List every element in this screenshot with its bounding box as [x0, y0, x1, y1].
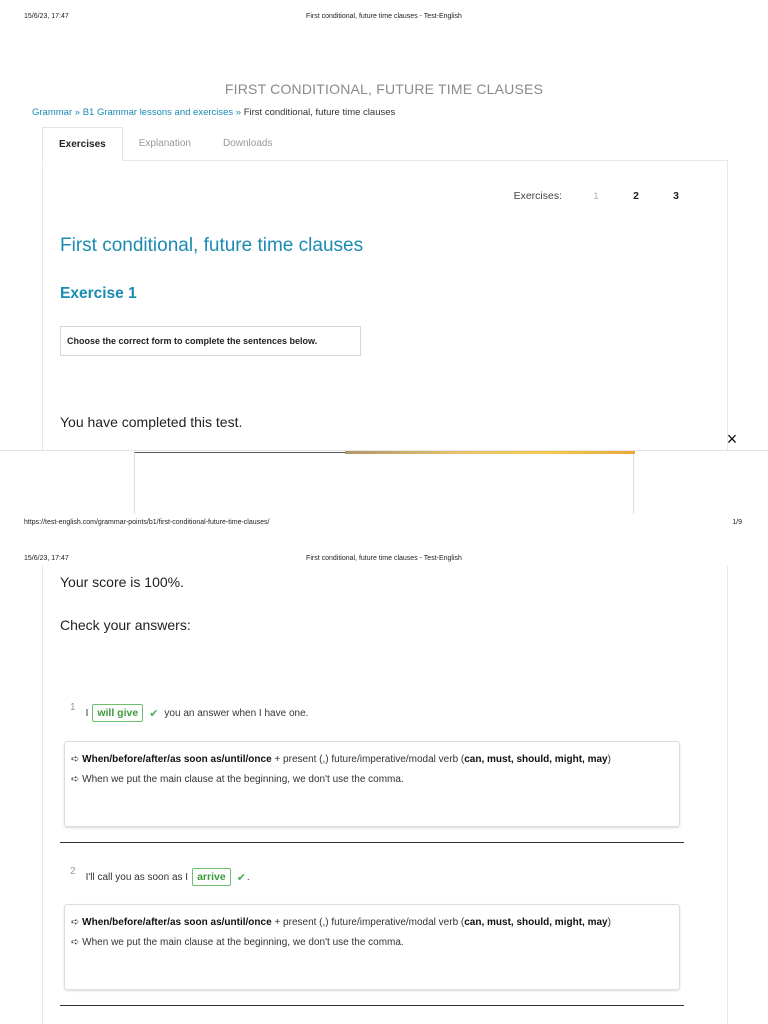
ad-banner[interactable]	[134, 452, 634, 514]
score-text: Your score is 100%.	[60, 574, 184, 590]
instruction-box: Choose the correct form to complete the sentences below.	[60, 326, 361, 356]
rule-end: )	[607, 754, 611, 765]
print-title: First conditional, future time clauses - Test-English	[306, 13, 462, 20]
explanation-rule	[71, 750, 673, 770]
question-number: 2	[70, 865, 76, 877]
page-title: FIRST CONDITIONAL, FUTURE TIME CLAUSES	[224, 81, 544, 97]
explanation-note	[71, 770, 673, 790]
explanation-rule	[71, 913, 673, 933]
modal-verbs: can, must, should, might, may	[464, 754, 608, 765]
content-panel	[42, 160, 728, 450]
tab-downloads[interactable]: Downloads	[222, 138, 273, 149]
ad-image-strip	[345, 451, 635, 454]
exercise-nav-label: Exercises:	[513, 190, 562, 202]
question-divider	[60, 842, 684, 843]
question-text-after: .	[246, 871, 250, 883]
question-text-before: I'll call you as soon as I	[85, 871, 189, 883]
arrow-icon: ➪	[71, 917, 80, 928]
completed-message: You have completed this test.	[60, 414, 243, 430]
exercise-nav	[514, 190, 696, 202]
explanation-box	[64, 904, 680, 990]
print-timestamp: 15/6/23, 17:47	[24, 555, 69, 562]
exercise-link-2[interactable]: 2	[633, 190, 639, 202]
check-mark-icon: ✔	[236, 871, 246, 884]
exercise-heading: First conditional, future time clauses	[60, 235, 364, 256]
breadcrumb-separator: »	[233, 107, 244, 118]
question-divider	[60, 1005, 684, 1006]
answer-box[interactable]: will give	[92, 704, 143, 722]
print-timestamp: 15/6/23, 17:47	[24, 13, 69, 20]
check-mark-icon: ✔	[149, 707, 159, 720]
exercise-link-3[interactable]: 3	[673, 190, 679, 202]
time-words: When/before/after/as soon as/until/once	[82, 754, 272, 765]
question-2	[70, 865, 250, 886]
breadcrumb	[32, 107, 395, 118]
rule-text: + present (,) future/imperative/modal verb (	[271, 754, 465, 765]
check-answers-heading: Check your answers:	[60, 617, 191, 633]
question-text-after: you an answer when I have one.	[164, 707, 309, 719]
print-title: First conditional, future time clauses - Test-English	[306, 555, 462, 562]
question-number: 1	[70, 701, 76, 713]
tab-explanation[interactable]: Explanation	[138, 138, 191, 149]
breadcrumb-current: First conditional, future time clauses	[243, 107, 396, 118]
exercise-subheading: Exercise 1	[60, 285, 137, 302]
answer-box[interactable]: arrive	[192, 868, 231, 886]
arrow-icon: ➪	[71, 774, 80, 785]
rule-end: )	[607, 917, 611, 928]
breadcrumb-separator: »	[72, 107, 83, 118]
breadcrumb-link-b1[interactable]: B1 Grammar lessons and exercises	[82, 107, 234, 118]
breadcrumb-link-grammar[interactable]: Grammar	[32, 107, 73, 118]
explanation-note	[71, 933, 673, 953]
time-words: When/before/after/as soon as/until/once	[82, 917, 272, 928]
note-text: When we put the main clause at the beginning, we don't use the comma.	[82, 937, 404, 948]
print-page-number: 1/9	[732, 519, 742, 526]
question-1	[70, 701, 309, 722]
explanation-box	[64, 741, 680, 827]
question-text-before: I	[85, 707, 89, 719]
tab-bar	[42, 127, 288, 161]
exercise-link-1[interactable]: 1	[593, 191, 599, 201]
rule-text: + present (,) future/imperative/modal verb (	[271, 917, 465, 928]
note-text: When we put the main clause at the beginning, we don't use the comma.	[82, 774, 404, 785]
arrow-icon: ➪	[71, 754, 80, 765]
modal-verbs: can, must, should, might, may	[464, 917, 608, 928]
close-icon[interactable]: ×	[726, 429, 738, 449]
tab-exercises[interactable]: Exercises	[42, 127, 123, 161]
arrow-icon: ➪	[71, 937, 80, 948]
print-url: https://test-english.com/grammar-points/b1/first-conditional-future-time-clauses/	[24, 519, 270, 526]
